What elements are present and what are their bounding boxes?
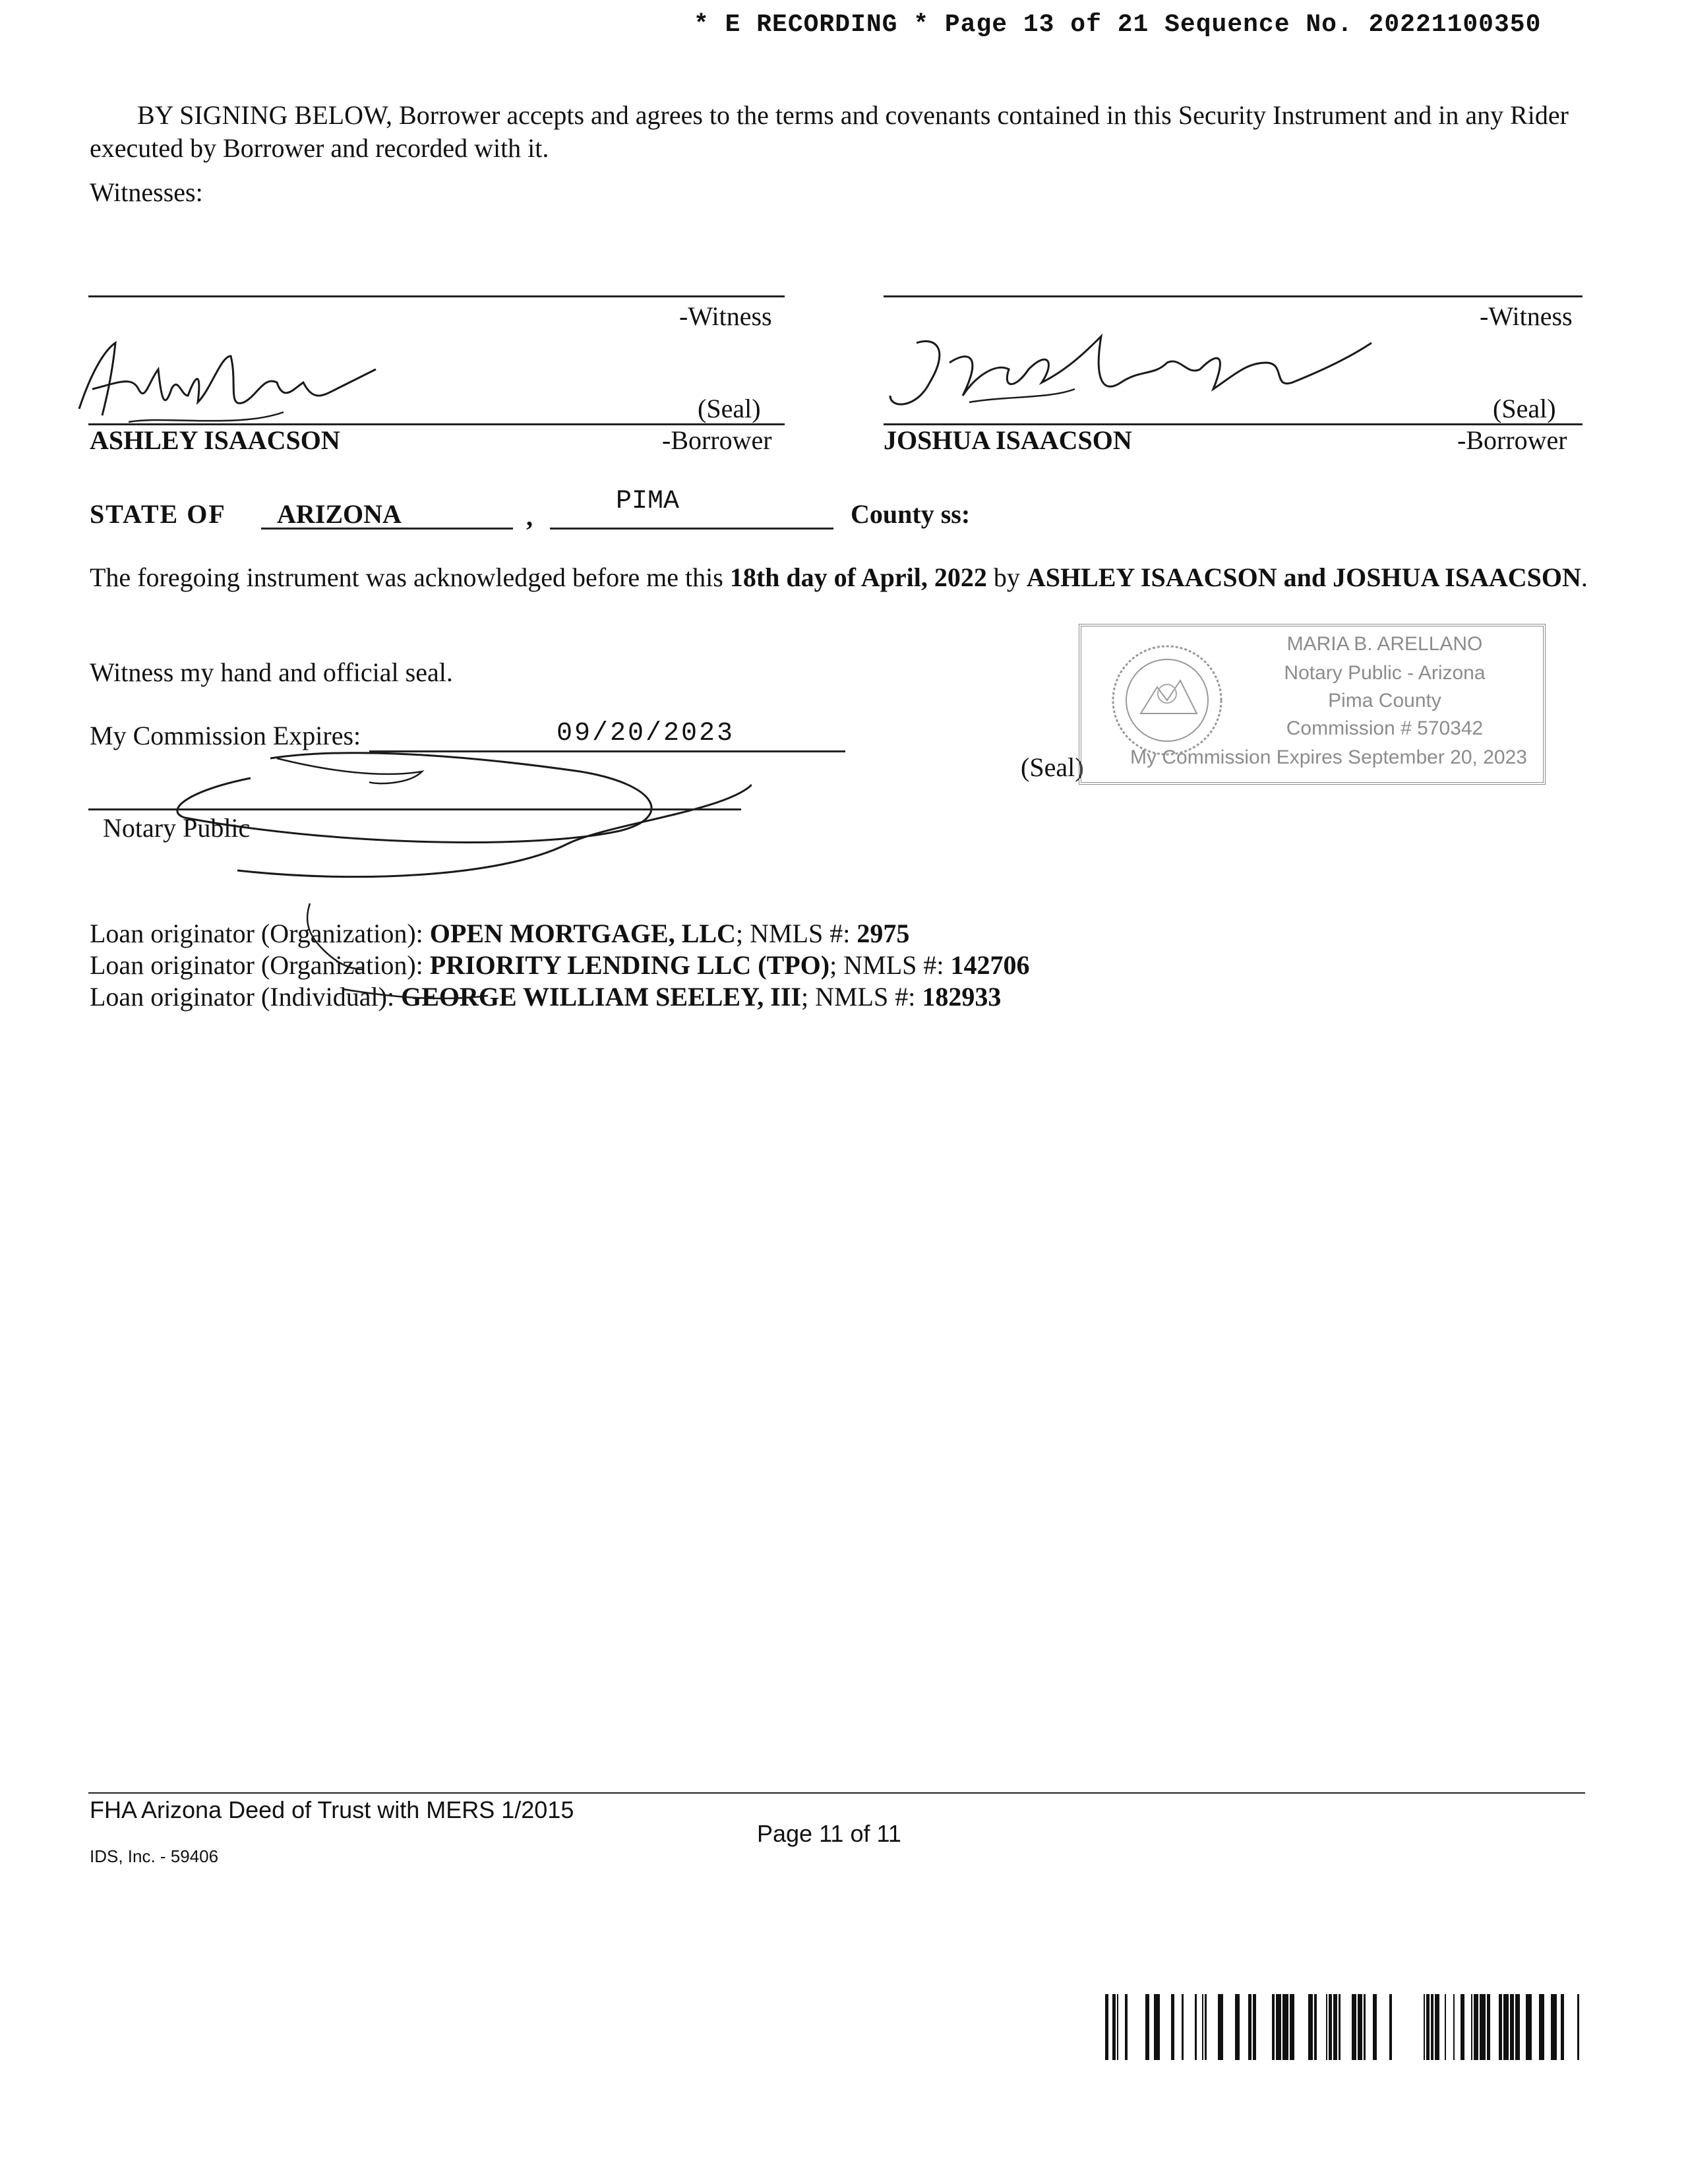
borrower-name-joshua: JOSHUA ISAACSON (884, 425, 1132, 455)
witness-label-left: -Witness (679, 301, 772, 331)
acknowledgment-text: The foregoing instrument was acknowledged before me this 18th day of April, 2022 by ASHLEY ISAACSON and JOSHUA ISAACSON. (90, 562, 1588, 592)
originator-row: Loan originator (Organization): OPEN MORTGAGE, LLC; NMLS #: 2975 (90, 919, 910, 948)
signature-ashley (66, 330, 382, 435)
footer-rule (88, 1792, 1585, 1794)
state-value: ARIZONA (277, 499, 402, 529)
witness-line-right (884, 295, 1582, 297)
commission-label: My Commission Expires: (90, 721, 361, 750)
form-name: FHA Arizona Deed of Trust with MERS 1/2015 (90, 1796, 574, 1823)
borrower-role-left: -Borrower (662, 425, 772, 455)
notary-stamp (1079, 624, 1546, 785)
state-comma: , (526, 502, 533, 531)
signing-statement: BY SIGNING BELOW, Borrower accepts and agrees to the terms and covenants contained in this Security Instrument and in any Rider executed by Borrower and recorded with it. (90, 100, 1569, 163)
barcode-icon (1105, 1994, 1580, 2060)
state-label: STATE OF (90, 499, 226, 529)
stamp-title: Notary Public - Arizona (1284, 662, 1486, 684)
county-value: PIMA (616, 487, 680, 516)
commission-value: 09/20/2023 (557, 719, 735, 748)
signature-notary (158, 732, 752, 890)
page-number: Page 11 of 11 (757, 1820, 901, 1847)
borrower-name-ashley: ASHLEY ISAACSON (90, 425, 340, 455)
witness-label-right: -Witness (1480, 301, 1573, 331)
stamp-expiry: My Commission Expires September 20, 2023 (1130, 746, 1527, 768)
stamp-county: Pima County (1328, 690, 1441, 712)
vendor-id: IDS, Inc. - 59406 (90, 1846, 219, 1866)
witness-hand-text: Witness my hand and official seal. (90, 657, 453, 687)
notary-public-label: Notary Public (103, 813, 251, 843)
county-underline (550, 528, 833, 530)
state-underline (261, 528, 513, 530)
witness-line-left (88, 295, 785, 297)
borrower-role-right: -Borrower (1457, 425, 1567, 455)
originator-row: Loan originator (Organization): PRIORITY LENDING LLC (TPO); NMLS #: 142706 (90, 950, 1030, 980)
county-label: County ss: (851, 499, 971, 529)
seal-right: (Seal) (1493, 394, 1556, 423)
arizona-seal-icon (1108, 641, 1226, 760)
signature-joshua (877, 323, 1378, 429)
originator-initial-marks (264, 897, 514, 1029)
recording-header: * E RECORDING * Page 13 of 21 Sequence No. 20221100350 (694, 11, 1542, 39)
seal-left: (Seal) (698, 394, 761, 423)
stamp-commission: Commission # 570342 (1286, 717, 1484, 739)
stamp-name: MARIA B. ARELLANO (1286, 633, 1483, 655)
seal-notary: (Seal) (1021, 752, 1084, 782)
witnesses-label: Witnesses: (90, 177, 203, 207)
originator-list (90, 918, 1029, 1013)
originator-row: Loan originator (Individual): GEORGE WILLIAM SEELEY, III; NMLS #: 182933 (90, 982, 1002, 1012)
notary-line (88, 808, 741, 810)
